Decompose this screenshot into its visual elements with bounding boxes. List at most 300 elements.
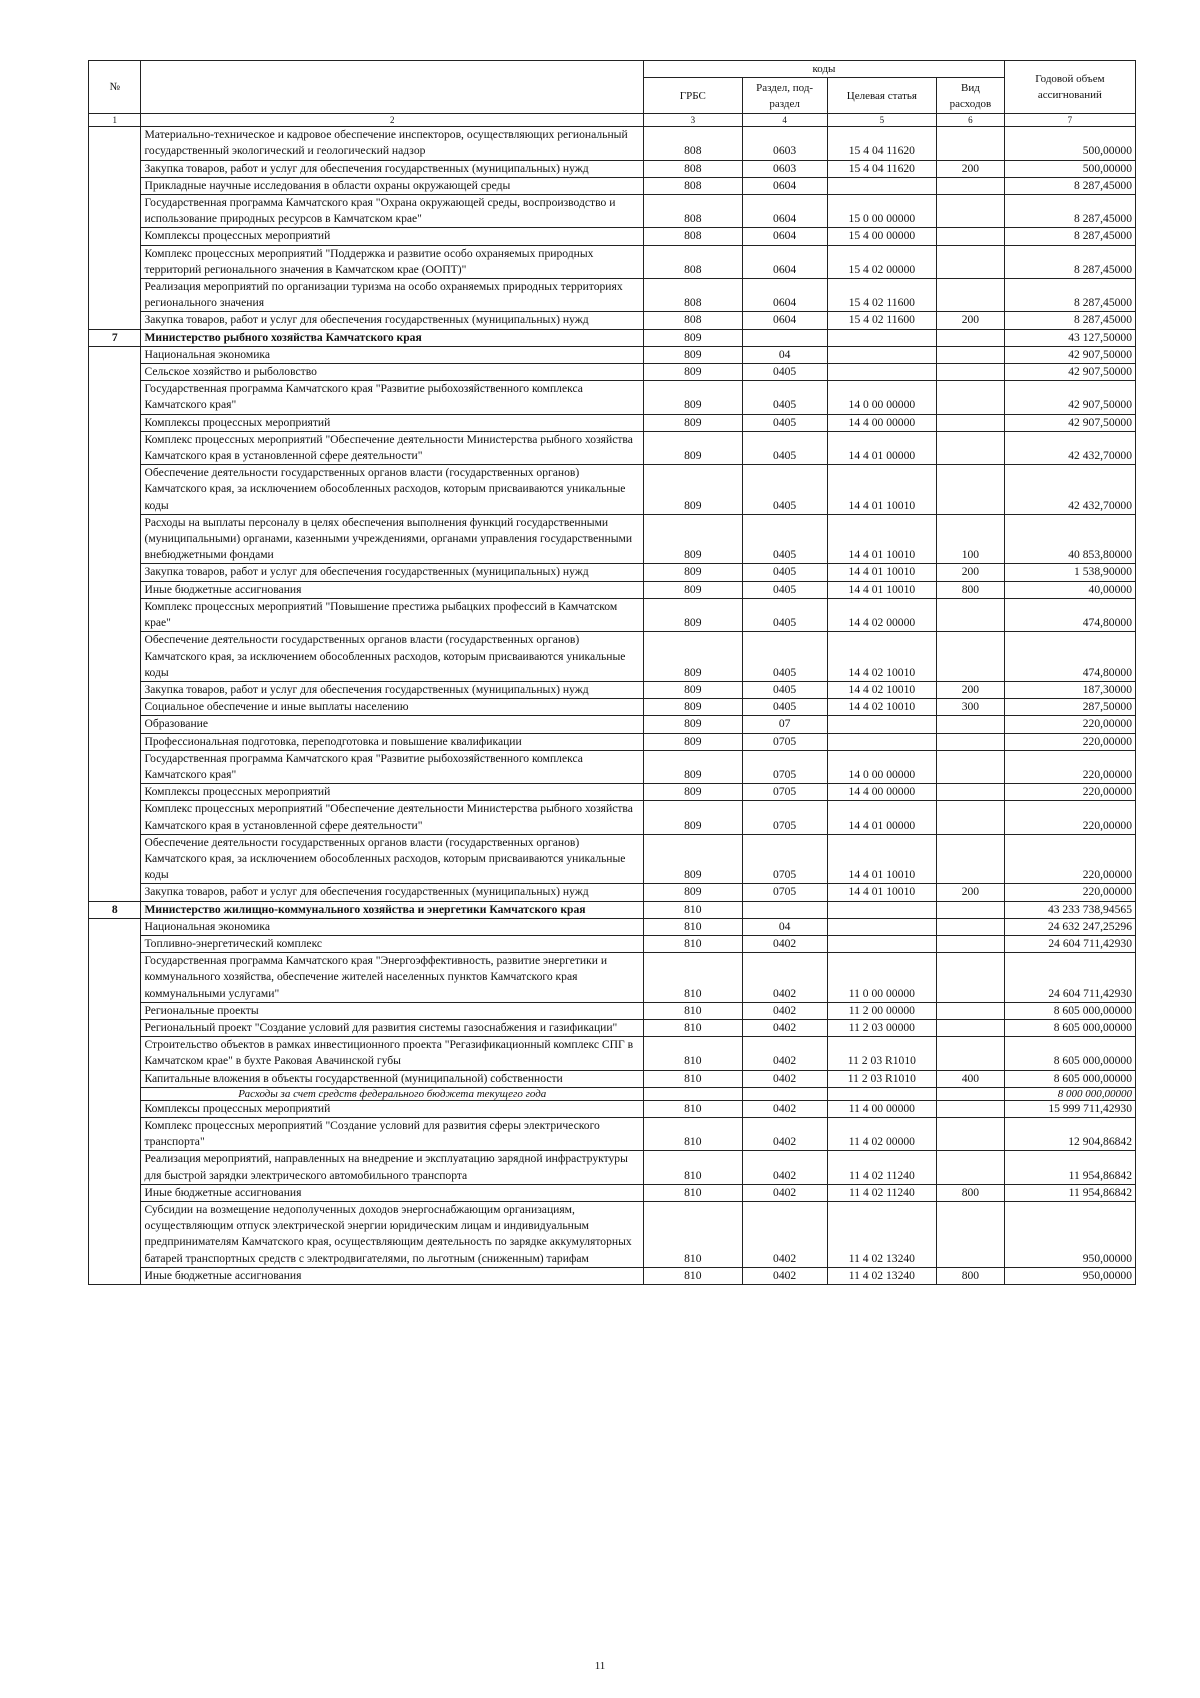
row-name-cell: Государственная программа Камчатского края "Охрана окружающей среды, воспроизводство и использование природных ресурсов в Камчатском крае" <box>141 195 644 228</box>
exp-type-cell <box>937 953 1005 1003</box>
exp-type-cell: 200 <box>937 312 1005 329</box>
target-cell: 14 4 01 00000 <box>827 801 936 834</box>
grbs-cell: 809 <box>644 716 742 733</box>
exp-type-cell <box>937 1202 1005 1268</box>
exp-type-cell: 800 <box>937 581 1005 598</box>
row-name-cell: Обеспечение деятельности государственных органов власти (государственных органов) Камчатского края, за исключением обособленных расходов, которым присваиваются уникальные коды <box>141 834 644 884</box>
amount-cell: 950,00000 <box>1004 1267 1135 1284</box>
section-cell: 0402 <box>742 1100 827 1117</box>
target-cell <box>827 901 936 918</box>
target-cell: 11 2 03 00000 <box>827 1019 936 1036</box>
section-cell: 0705 <box>742 884 827 901</box>
column-numbers-row <box>89 114 1136 127</box>
amount-cell: 42 907,50000 <box>1004 414 1135 431</box>
table-row <box>89 1019 1136 1036</box>
table-row <box>89 884 1136 901</box>
row-name-cell: Прикладные научные исследования в области охраны окружающей среды <box>141 177 644 194</box>
target-cell: 11 4 02 00000 <box>827 1117 936 1150</box>
row-name-cell: Расходы за счет средств федерального бюджета текущего года <box>141 1087 644 1100</box>
target-cell: 15 4 04 11620 <box>827 127 936 160</box>
exp-type-cell: 200 <box>937 884 1005 901</box>
amount-cell: 220,00000 <box>1004 884 1135 901</box>
grbs-cell: 808 <box>644 245 742 278</box>
exp-type-cell <box>937 733 1005 750</box>
amount-cell: 1 538,90000 <box>1004 564 1135 581</box>
amount-cell: 8 287,45000 <box>1004 228 1135 245</box>
target-cell <box>827 364 936 381</box>
target-cell <box>827 177 936 194</box>
exp-type-cell <box>937 279 1005 312</box>
target-cell: 11 0 00 00000 <box>827 953 936 1003</box>
row-name-cell: Комплекс процессных мероприятий "Обеспечение деятельности Министерства рыбного хозяйства Камчатского края в установленной сфере деятельности" <box>141 801 644 834</box>
section-cell <box>742 329 827 346</box>
grbs-cell: 809 <box>644 784 742 801</box>
row-name-cell: Сельское хозяйство и рыболовство <box>141 364 644 381</box>
row-name-cell: Иные бюджетные ассигнования <box>141 1184 644 1201</box>
target-cell: 14 0 00 00000 <box>827 750 936 783</box>
row-name-cell: Образование <box>141 716 644 733</box>
exp-type-cell: 400 <box>937 1070 1005 1087</box>
target-cell: 15 4 02 11600 <box>827 312 936 329</box>
table-row <box>89 312 1136 329</box>
grbs-cell: 808 <box>644 127 742 160</box>
exp-type-cell <box>937 127 1005 160</box>
section-cell: 0402 <box>742 1019 827 1036</box>
grbs-cell: 809 <box>644 632 742 682</box>
row-name-cell: Государственная программа Камчатского края "Энергоэффективность, развитие энергетики и коммунального хозяйства, обеспечение жителей населенных пунктов Камчатского края коммунальными услугами" <box>141 953 644 1003</box>
row-name-cell: Материально-техническое и кадровое обеспечение инспекторов, осуществляющих региональный государственный экологический и геологический надзор <box>141 127 644 160</box>
table-row <box>89 160 1136 177</box>
grbs-cell: 808 <box>644 195 742 228</box>
grbs-cell: 809 <box>644 801 742 834</box>
target-cell: 11 2 00 00000 <box>827 1002 936 1019</box>
row-name-cell: Закупка товаров, работ и услуг для обеспечения государственных (муниципальных) нужд <box>141 884 644 901</box>
section-cell: 0405 <box>742 364 827 381</box>
section-cell: 0604 <box>742 312 827 329</box>
amount-cell: 287,50000 <box>1004 699 1135 716</box>
table-row <box>89 329 1136 346</box>
amount-cell: 40,00000 <box>1004 581 1135 598</box>
grbs-cell: 810 <box>644 1151 742 1184</box>
grbs-cell: 809 <box>644 884 742 901</box>
grbs-cell: 810 <box>644 1070 742 1087</box>
section-cell: 0405 <box>742 564 827 581</box>
table-row <box>89 801 1136 834</box>
target-cell: 14 4 02 00000 <box>827 598 936 631</box>
table-row <box>89 228 1136 245</box>
table-body <box>89 127 1136 1285</box>
exp-type-cell <box>937 632 1005 682</box>
row-name-cell: Региональные проекты <box>141 1002 644 1019</box>
table-row <box>89 681 1136 698</box>
section-cell: 0405 <box>742 381 827 414</box>
table-row <box>89 699 1136 716</box>
target-cell: 11 4 02 13240 <box>827 1267 936 1284</box>
exp-type-cell <box>937 918 1005 935</box>
row-name-cell: Национальная экономика <box>141 918 644 935</box>
grbs-cell: 809 <box>644 581 742 598</box>
grbs-cell: 809 <box>644 346 742 363</box>
row-name-cell: Закупка товаров, работ и услуг для обеспечения государственных (муниципальных) нужд <box>141 681 644 698</box>
budget-table <box>88 60 1136 1285</box>
row-name-cell: Закупка товаров, работ и услуг для обеспечения государственных (муниципальных) нужд <box>141 312 644 329</box>
grbs-cell: 810 <box>644 1037 742 1070</box>
section-cell: 0405 <box>742 581 827 598</box>
amount-cell: 500,00000 <box>1004 127 1135 160</box>
amount-cell: 220,00000 <box>1004 750 1135 783</box>
amount-cell: 8 000 000,00000 <box>1004 1087 1135 1100</box>
section-cell: 0402 <box>742 1202 827 1268</box>
grbs-cell: 809 <box>644 598 742 631</box>
grbs-cell: 810 <box>644 1100 742 1117</box>
grbs-cell <box>644 1087 742 1100</box>
target-cell: 14 4 02 10010 <box>827 632 936 682</box>
row-name-cell: Обеспечение деятельности государственных органов власти (государственных органов) Камчатского края, за исключением обособленных расходов, которым присваиваются уникальные коды <box>141 465 644 515</box>
amount-cell: 8 605 000,00000 <box>1004 1019 1135 1036</box>
table-row <box>89 901 1136 918</box>
row-number-cell <box>89 127 141 329</box>
row-name-cell: Комплекс процессных мероприятий "Поддержка и развитие особо охраняемых природных территорий регионального значения в Камчатском крае (ООПТ)" <box>141 245 644 278</box>
exp-type-cell <box>937 431 1005 464</box>
exp-type-cell: 300 <box>937 699 1005 716</box>
table-row <box>89 364 1136 381</box>
table-row <box>89 431 1136 464</box>
row-name-cell: Обеспечение деятельности государственных органов власти (государственных органов) Камчатского края, за исключением обособленных расходов, которым присваиваются уникальные коды <box>141 632 644 682</box>
grbs-cell: 810 <box>644 953 742 1003</box>
target-cell: 11 2 03 R1010 <box>827 1037 936 1070</box>
exp-type-cell <box>937 465 1005 515</box>
exp-type-cell <box>937 329 1005 346</box>
exp-type-cell <box>937 935 1005 952</box>
section-cell: 0604 <box>742 245 827 278</box>
amount-cell: 8 605 000,00000 <box>1004 1037 1135 1070</box>
row-name-cell: Строительство объектов в рамках инвестиционного проекта "Регазификационный комплекс СПГ в Камчатском крае" в бухте Раковая Авачинской губы <box>141 1037 644 1070</box>
table-row <box>89 716 1136 733</box>
amount-cell: 8 287,45000 <box>1004 195 1135 228</box>
target-cell: 11 4 02 13240 <box>827 1202 936 1268</box>
amount-cell: 42 907,50000 <box>1004 346 1135 363</box>
exp-type-cell <box>937 364 1005 381</box>
target-cell: 14 0 00 00000 <box>827 381 936 414</box>
section-cell: 0405 <box>742 414 827 431</box>
grbs-cell: 809 <box>644 733 742 750</box>
amount-cell: 43 127,50000 <box>1004 329 1135 346</box>
section-cell: 0705 <box>742 750 827 783</box>
table-row <box>89 750 1136 783</box>
table-row <box>89 953 1136 1003</box>
target-cell <box>827 716 936 733</box>
target-cell: 11 4 02 11240 <box>827 1151 936 1184</box>
section-cell: 07 <box>742 716 827 733</box>
row-number-cell <box>89 346 141 901</box>
row-name-cell: Комплексы процессных мероприятий <box>141 414 644 431</box>
exp-type-cell <box>937 750 1005 783</box>
section-cell: 0405 <box>742 699 827 716</box>
table-row <box>89 1151 1136 1184</box>
header-name <box>141 61 644 114</box>
header-target: Целевая статья <box>827 78 936 114</box>
grbs-cell: 809 <box>644 465 742 515</box>
header-exp-type: Вид расходов <box>937 78 1005 114</box>
col-number: 7 <box>1004 114 1135 127</box>
grbs-cell: 809 <box>644 381 742 414</box>
row-name-cell: Реализация мероприятий, направленных на внедрение и эксплуатацию зарядной инфраструктуры для быстрой зарядки электрического автомобильного транспорта <box>141 1151 644 1184</box>
row-name-cell: Комплекс процессных мероприятий "Повышение престижа рыбацких профессий в Камчатском крае" <box>141 598 644 631</box>
exp-type-cell: 100 <box>937 514 1005 564</box>
target-cell: 15 4 04 11620 <box>827 160 936 177</box>
amount-cell: 220,00000 <box>1004 784 1135 801</box>
row-name-cell: Субсидии на возмещение недополученных доходов энергоснабжающим организациям, осуществляющим отпуск электрической энергии юридическим лицам и индивидуальным предпринимателям Камчатского края, осуществляющим деятельность по зарядке аккумуляторных батарей транспортных средств с электродвигателями, по льготным (сниженным) тарифам <box>141 1202 644 1268</box>
amount-cell: 42 432,70000 <box>1004 465 1135 515</box>
row-name-cell: Топливно-энергетический комплекс <box>141 935 644 952</box>
exp-type-cell <box>937 901 1005 918</box>
table-row <box>89 1267 1136 1284</box>
table-row <box>89 177 1136 194</box>
exp-type-cell: 200 <box>937 681 1005 698</box>
table-row <box>89 414 1136 431</box>
table-row <box>89 935 1136 952</box>
section-cell: 0402 <box>742 935 827 952</box>
exp-type-cell <box>937 228 1005 245</box>
section-cell: 0604 <box>742 195 827 228</box>
row-name-cell: Региональный проект "Создание условий для развития системы газоснабжения и газификации" <box>141 1019 644 1036</box>
target-cell: 14 4 01 10010 <box>827 884 936 901</box>
target-cell <box>827 733 936 750</box>
table-row <box>89 1002 1136 1019</box>
amount-cell: 42 907,50000 <box>1004 364 1135 381</box>
header-grbs: ГРБС <box>644 78 742 114</box>
amount-cell: 220,00000 <box>1004 733 1135 750</box>
section-cell: 0402 <box>742 1151 827 1184</box>
target-cell: 14 4 01 10010 <box>827 564 936 581</box>
amount-cell: 220,00000 <box>1004 716 1135 733</box>
section-cell <box>742 901 827 918</box>
exp-type-cell: 800 <box>937 1267 1005 1284</box>
section-cell: 0402 <box>742 953 827 1003</box>
section-cell: 0405 <box>742 514 827 564</box>
exp-type-cell <box>937 784 1005 801</box>
target-cell <box>827 935 936 952</box>
amount-cell: 220,00000 <box>1004 834 1135 884</box>
exp-type-cell: 200 <box>937 160 1005 177</box>
grbs-cell: 809 <box>644 514 742 564</box>
section-cell: 0405 <box>742 632 827 682</box>
row-name-cell: Профессиональная подготовка, переподготовка и повышение квалификации <box>141 733 644 750</box>
section-cell: 0402 <box>742 1070 827 1087</box>
exp-type-cell <box>937 1019 1005 1036</box>
section-cell: 0402 <box>742 1184 827 1201</box>
exp-type-cell <box>937 195 1005 228</box>
section-cell: 0402 <box>742 1002 827 1019</box>
col-number: 2 <box>141 114 644 127</box>
table-row <box>89 834 1136 884</box>
target-cell: 11 4 02 11240 <box>827 1184 936 1201</box>
col-number: 6 <box>937 114 1005 127</box>
row-name-cell: Комплексы процессных мероприятий <box>141 1100 644 1117</box>
section-cell: 0405 <box>742 465 827 515</box>
amount-cell: 15 999 711,42930 <box>1004 1100 1135 1117</box>
grbs-cell: 808 <box>644 279 742 312</box>
table-row <box>89 1202 1136 1268</box>
exp-type-cell <box>937 598 1005 631</box>
target-cell: 14 4 01 10010 <box>827 465 936 515</box>
row-name-cell: Закупка товаров, работ и услуг для обеспечения государственных (муниципальных) нужд <box>141 564 644 581</box>
header-section: Раздел, под-раздел <box>742 78 827 114</box>
grbs-cell: 810 <box>644 1202 742 1268</box>
table-row <box>89 245 1136 278</box>
exp-type-cell <box>937 1151 1005 1184</box>
amount-cell: 24 632 247,25296 <box>1004 918 1135 935</box>
row-name-cell: Комплексы процессных мероприятий <box>141 784 644 801</box>
exp-type-cell <box>937 177 1005 194</box>
row-name-cell: Реализация мероприятий по организации туризма на особо охраняемых природных территориях регионального значения <box>141 279 644 312</box>
table-row <box>89 581 1136 598</box>
section-cell: 04 <box>742 918 827 935</box>
target-cell: 14 4 01 10010 <box>827 514 936 564</box>
amount-cell: 500,00000 <box>1004 160 1135 177</box>
table-row <box>89 381 1136 414</box>
row-name-cell: Национальная экономика <box>141 346 644 363</box>
grbs-cell: 810 <box>644 1117 742 1150</box>
section-cell: 0405 <box>742 681 827 698</box>
section-cell <box>742 1087 827 1100</box>
amount-cell: 43 233 738,94565 <box>1004 901 1135 918</box>
header-no: № <box>89 61 141 114</box>
amount-cell: 187,30000 <box>1004 681 1135 698</box>
section-cell: 0402 <box>742 1037 827 1070</box>
section-cell: 0603 <box>742 160 827 177</box>
exp-type-cell <box>937 834 1005 884</box>
grbs-cell: 809 <box>644 834 742 884</box>
row-name-cell: Иные бюджетные ассигнования <box>141 581 644 598</box>
target-cell: 11 2 03 R1010 <box>827 1070 936 1087</box>
amount-cell: 8 605 000,00000 <box>1004 1070 1135 1087</box>
amount-cell: 11 954,86842 <box>1004 1184 1135 1201</box>
table-row <box>89 784 1136 801</box>
section-cell: 0705 <box>742 733 827 750</box>
grbs-cell: 809 <box>644 564 742 581</box>
header-codes: коды <box>644 61 1005 78</box>
table-row <box>89 632 1136 682</box>
col-number: 3 <box>644 114 742 127</box>
target-cell: 15 0 00 00000 <box>827 195 936 228</box>
grbs-cell: 810 <box>644 901 742 918</box>
target-cell: 11 4 00 00000 <box>827 1100 936 1117</box>
target-cell <box>827 329 936 346</box>
exp-type-cell <box>937 716 1005 733</box>
table-row <box>89 564 1136 581</box>
exp-type-cell: 800 <box>937 1184 1005 1201</box>
grbs-cell: 810 <box>644 1002 742 1019</box>
section-cell: 0604 <box>742 228 827 245</box>
amount-cell: 8 287,45000 <box>1004 177 1135 194</box>
table-row <box>89 598 1136 631</box>
grbs-cell: 809 <box>644 431 742 464</box>
row-name-cell: Социальное обеспечение и иные выплаты населению <box>141 699 644 716</box>
target-cell: 14 4 01 10010 <box>827 834 936 884</box>
table-row <box>89 514 1136 564</box>
table-row <box>89 733 1136 750</box>
section-cell: 0705 <box>742 801 827 834</box>
section-cell: 0603 <box>742 127 827 160</box>
grbs-cell: 810 <box>644 918 742 935</box>
amount-cell: 220,00000 <box>1004 801 1135 834</box>
row-name-cell: Комплексы процессных мероприятий <box>141 228 644 245</box>
exp-type-cell <box>937 245 1005 278</box>
amount-cell: 12 904,86842 <box>1004 1117 1135 1150</box>
target-cell: 15 4 02 11600 <box>827 279 936 312</box>
row-number-cell: 8 <box>89 901 141 918</box>
section-cell: 0402 <box>742 1267 827 1284</box>
budget-sheet <box>88 60 1136 1285</box>
exp-type-cell <box>937 1037 1005 1070</box>
grbs-cell: 808 <box>644 312 742 329</box>
table-header <box>89 61 1136 127</box>
table-row <box>89 1184 1136 1201</box>
grbs-cell: 810 <box>644 1019 742 1036</box>
row-number-cell: 7 <box>89 329 141 346</box>
target-cell <box>827 346 936 363</box>
table-row <box>89 279 1136 312</box>
target-cell: 14 4 01 00000 <box>827 431 936 464</box>
row-name-cell: Государственная программа Камчатского края "Развитие рыбохозяйственного комплекса Камчатского края" <box>141 381 644 414</box>
grbs-cell: 809 <box>644 329 742 346</box>
target-cell: 14 4 01 10010 <box>827 581 936 598</box>
exp-type-cell: 200 <box>937 564 1005 581</box>
amount-cell: 11 954,86842 <box>1004 1151 1135 1184</box>
table-row <box>89 346 1136 363</box>
exp-type-cell <box>937 801 1005 834</box>
section-cell: 0604 <box>742 177 827 194</box>
exp-type-cell <box>937 1117 1005 1150</box>
grbs-cell: 809 <box>644 681 742 698</box>
note-row <box>89 1087 1136 1100</box>
grbs-cell: 808 <box>644 160 742 177</box>
grbs-cell: 810 <box>644 1267 742 1284</box>
col-number: 5 <box>827 114 936 127</box>
amount-cell: 40 853,80000 <box>1004 514 1135 564</box>
target-cell <box>827 918 936 935</box>
amount-cell: 8 287,45000 <box>1004 245 1135 278</box>
row-name-cell: Государственная программа Камчатского края "Развитие рыбохозяйственного комплекса Камчатского края" <box>141 750 644 783</box>
section-cell: 0405 <box>742 598 827 631</box>
row-name-cell: Капитальные вложения в объекты государственной (муниципальной) собственности <box>141 1070 644 1087</box>
amount-cell: 474,80000 <box>1004 598 1135 631</box>
table-row <box>89 1070 1136 1087</box>
amount-cell: 24 604 711,42930 <box>1004 953 1135 1003</box>
amount-cell: 8 287,45000 <box>1004 279 1135 312</box>
section-cell: 0705 <box>742 784 827 801</box>
exp-type-cell <box>937 1100 1005 1117</box>
section-cell: 04 <box>742 346 827 363</box>
row-name-cell: Министерство рыбного хозяйства Камчатского края <box>141 329 644 346</box>
section-cell: 0405 <box>742 431 827 464</box>
table-row <box>89 1117 1136 1150</box>
amount-cell: 8 605 000,00000 <box>1004 1002 1135 1019</box>
exp-type-cell <box>937 381 1005 414</box>
target-cell <box>827 1087 936 1100</box>
row-name-cell: Иные бюджетные ассигнования <box>141 1267 644 1284</box>
row-name-cell: Расходы на выплаты персоналу в целях обеспечения выполнения функций государственными (муниципальными) органами, казенными учреждениями, органами управления государственными внебюджетными фондами <box>141 514 644 564</box>
exp-type-cell <box>937 1087 1005 1100</box>
section-cell: 0705 <box>742 834 827 884</box>
row-name-cell: Комплекс процессных мероприятий "Обеспечение деятельности Министерства рыбного хозяйства Камчатского края в установленной сфере деятельности" <box>141 431 644 464</box>
target-cell: 14 4 02 10010 <box>827 681 936 698</box>
grbs-cell: 809 <box>644 414 742 431</box>
grbs-cell: 809 <box>644 699 742 716</box>
amount-cell: 24 604 711,42930 <box>1004 935 1135 952</box>
target-cell: 14 4 00 00000 <box>827 414 936 431</box>
